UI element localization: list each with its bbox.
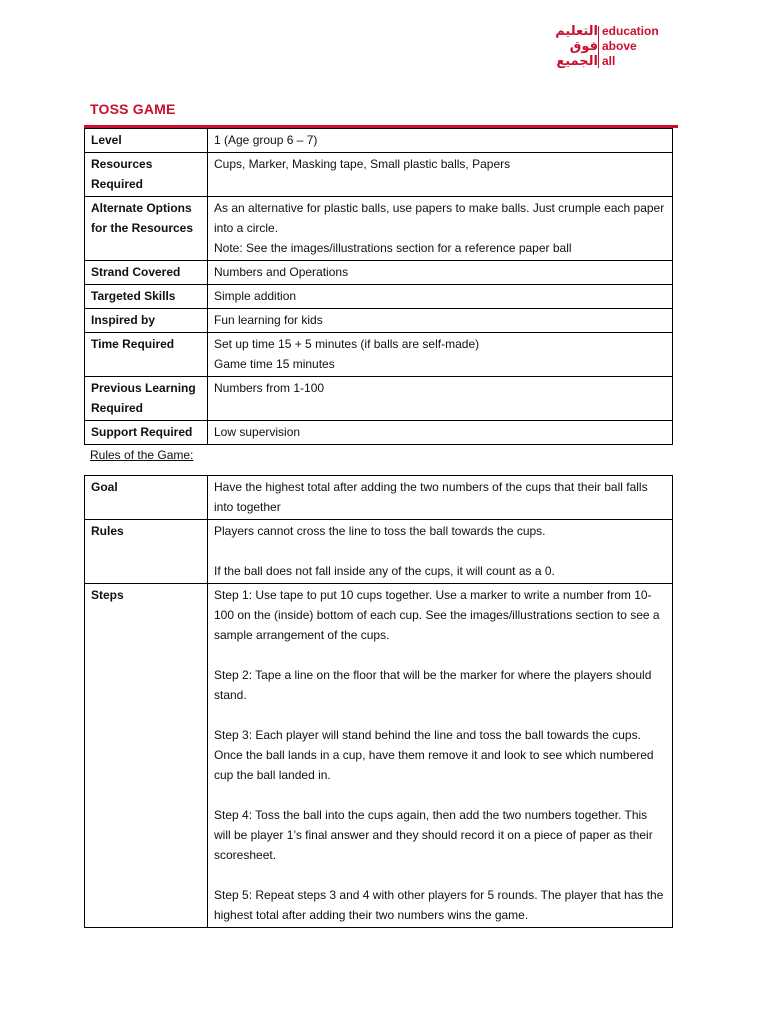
row-key: Strand Covered: [85, 261, 208, 285]
row-key: Inspired by: [85, 309, 208, 333]
education-above-all-logo: [552, 24, 662, 70]
rules-table: [84, 475, 673, 928]
row-key: Alternate Options for the Resources: [85, 197, 208, 261]
step-1: Step 1: Use tape to put 10 cups together. Use a marker to write a number from 10-100 on the (inside) bottom of each cup. See the images/illustrations section to see a sample arrangement of the cups.: [214, 588, 660, 642]
row-key: Targeted Skills: [85, 285, 208, 309]
table-row: [85, 153, 673, 197]
row-value: 1 (Age group 6 – 7): [208, 129, 673, 153]
table-row: [85, 476, 673, 520]
step-4: Step 4: Toss the ball into the cups again, then add the two numbers together. This will be player 1’s final answer and they should record it on a piece of paper as their scoresheet.: [214, 808, 653, 862]
table-row: [85, 377, 673, 421]
goal-value: Have the highest total after adding the two numbers of the cups that their ball falls into together: [208, 476, 673, 520]
row-value: Cups, Marker, Masking tape, Small plastic balls, Papers: [208, 153, 673, 197]
row-value: Set up time 15 + 5 minutes (if balls are self-made) Game time 15 minutes: [208, 333, 673, 377]
steps-value: [208, 584, 673, 928]
row-value: Numbers from 1-100: [208, 377, 673, 421]
step-2: Step 2: Tape a line on the floor that will be the marker for where the players should stand.: [214, 668, 652, 702]
table-row: [85, 197, 673, 261]
rules-value: Players cannot cross the line to toss the ball towards the cups. If the ball does not fall inside any of the cups, it will count as a 0.: [208, 520, 673, 584]
row-value: Simple addition: [208, 285, 673, 309]
rules-key: Rules: [85, 520, 208, 584]
table-row: [85, 584, 673, 928]
rules-heading: Rules of the Game:: [90, 448, 194, 462]
logo-arabic-text: التعليم فوق الجميع: [555, 24, 598, 69]
step-5: Step 5: Repeat steps 3 and 4 with other players for 5 rounds. The player that has the highest total after adding their two numbers wins the game.: [214, 888, 664, 922]
steps-key: Steps: [85, 584, 208, 928]
table-row: [85, 129, 673, 153]
row-key: Previous Learning Required: [85, 377, 208, 421]
table-row: [85, 309, 673, 333]
table-row: [85, 261, 673, 285]
row-key: Support Required: [85, 421, 208, 445]
table-row: [85, 285, 673, 309]
game-info-table: [84, 128, 673, 445]
row-value: Low supervision: [208, 421, 673, 445]
goal-key: Goal: [85, 476, 208, 520]
row-value: As an alternative for plastic balls, use papers to make balls. Just crumple each paper into a circle. Note: See the images/illustrations section for a reference paper ball: [208, 197, 673, 261]
table-row: [85, 333, 673, 377]
row-value: Fun learning for kids: [208, 309, 673, 333]
table-row: [85, 421, 673, 445]
row-key: Time Required: [85, 333, 208, 377]
logo-english-text: education above all: [602, 24, 659, 68]
table-row: [85, 520, 673, 584]
logo-divider: [598, 26, 599, 68]
step-3: Step 3: Each player will stand behind the line and toss the ball towards the cups. Once the ball lands in a cup, have them remove it and look to see which numbered cup the ball landed in.: [214, 728, 654, 782]
document-title: TOSS GAME: [90, 101, 176, 117]
row-value: Numbers and Operations: [208, 261, 673, 285]
row-key: Resources Required: [85, 153, 208, 197]
row-key: Level: [85, 129, 208, 153]
